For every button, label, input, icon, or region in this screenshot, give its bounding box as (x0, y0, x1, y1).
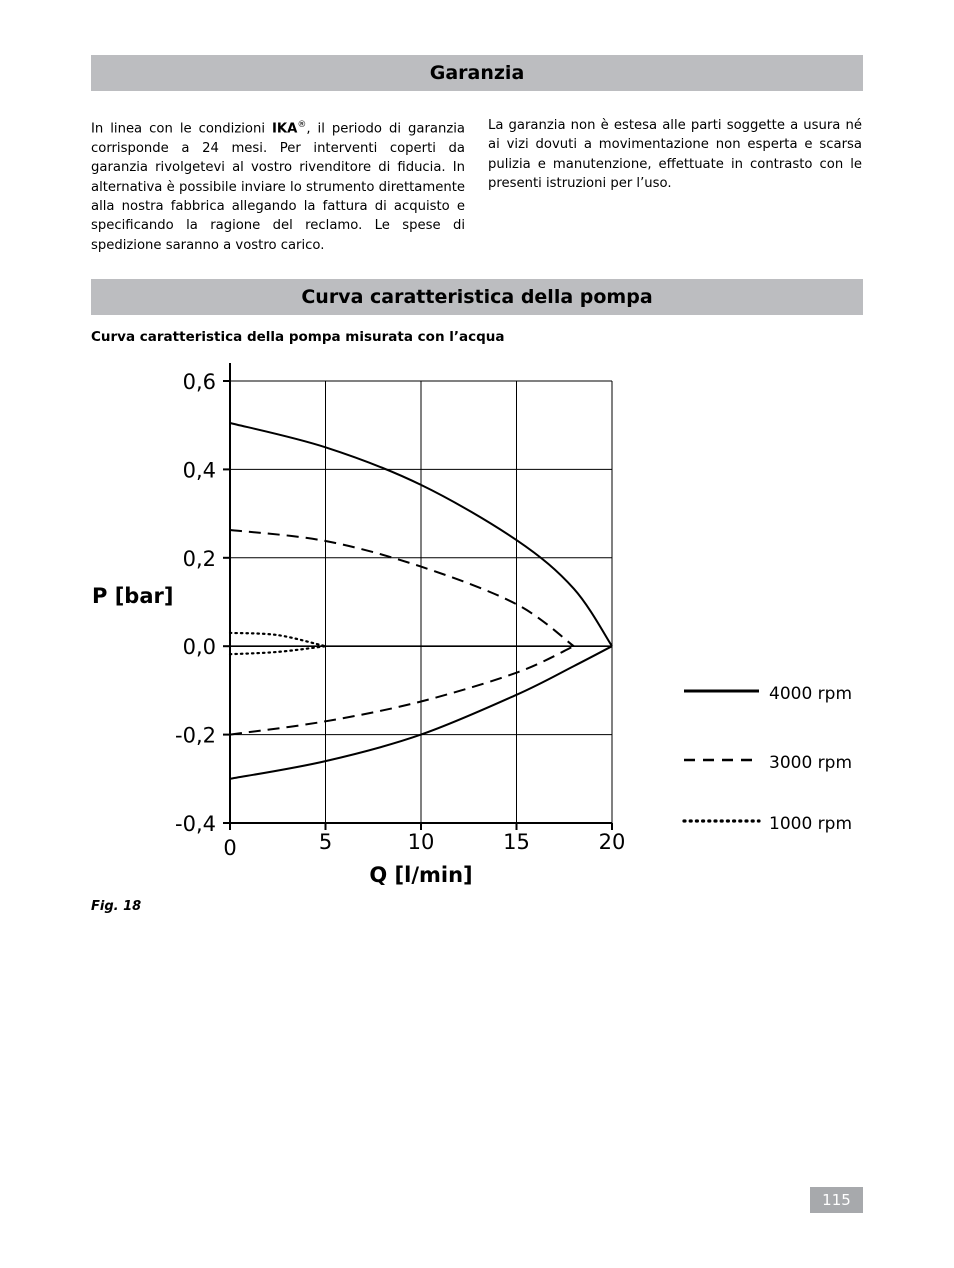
series-2-vacuum-curve (230, 646, 326, 654)
x-axis-label: Q [l/min] (369, 863, 473, 887)
y-tick-label: 0,6 (182, 370, 216, 394)
y-tick-label: 0,0 (182, 635, 216, 660)
y-tick-label: 0,4 (182, 458, 216, 483)
figure-label: Fig. 18 (91, 899, 142, 914)
section-title-curva: Curva caratteristica della pompa (91, 279, 863, 315)
page-number: 115 (810, 1187, 863, 1213)
y-tick-label: -0,4 (175, 812, 216, 836)
chart-grid (230, 381, 612, 823)
y-axis-label: P [bar] (92, 584, 174, 608)
legend-label-2: 1000 rpm (769, 814, 853, 834)
series-1-vacuum-curve (230, 646, 574, 734)
registered-mark: ® (297, 120, 307, 130)
chart-subtitle: Curva caratteristica della pompa misurata con l’acqua (91, 329, 505, 345)
x-tick-label: 0 (223, 836, 237, 860)
garanzia-text-right: La garanzia non è estesa alle parti soggette a usura né ai vizi dovuti a movimentazione non esperta e scarsa pulizia e manutenzione, effettuate in contrasto con le presenti istruzioni per l’uso. (488, 118, 862, 192)
y-tick-label: 0,2 (182, 546, 216, 571)
legend-label-0: 4000 rpm (769, 684, 853, 704)
chart-legend (684, 684, 852, 834)
garanzia-text-left: In linea con le condizioni IKA®, il periodo di garanzia corrisponde a 24 mesi. Per interventi coperti da garanzia rivolgetevi al vostro rivenditore di fiducia. In alternativa è possibile inviare lo strumento direttamente alla nostra fabbrica allegando la fattura di acquisto e specificando la ragione del reclamo. Le spese di spedizione saranno a vostro carico. (91, 120, 465, 253)
x-tick-label: 20 (598, 830, 626, 854)
x-tick-label: 10 (407, 830, 435, 854)
series-1-pressure-curve (230, 530, 574, 646)
series-2-pressure-curve (230, 633, 326, 646)
section-title-garanzia: Garanzia (91, 55, 863, 91)
y-tick-label: -0,2 (175, 723, 216, 748)
brand-name: IKA (272, 121, 298, 137)
chart-axes (175, 363, 625, 860)
x-tick-label: 5 (318, 830, 333, 854)
legend-label-1: 3000 rpm (769, 753, 853, 773)
x-tick-label: 15 (503, 830, 530, 854)
